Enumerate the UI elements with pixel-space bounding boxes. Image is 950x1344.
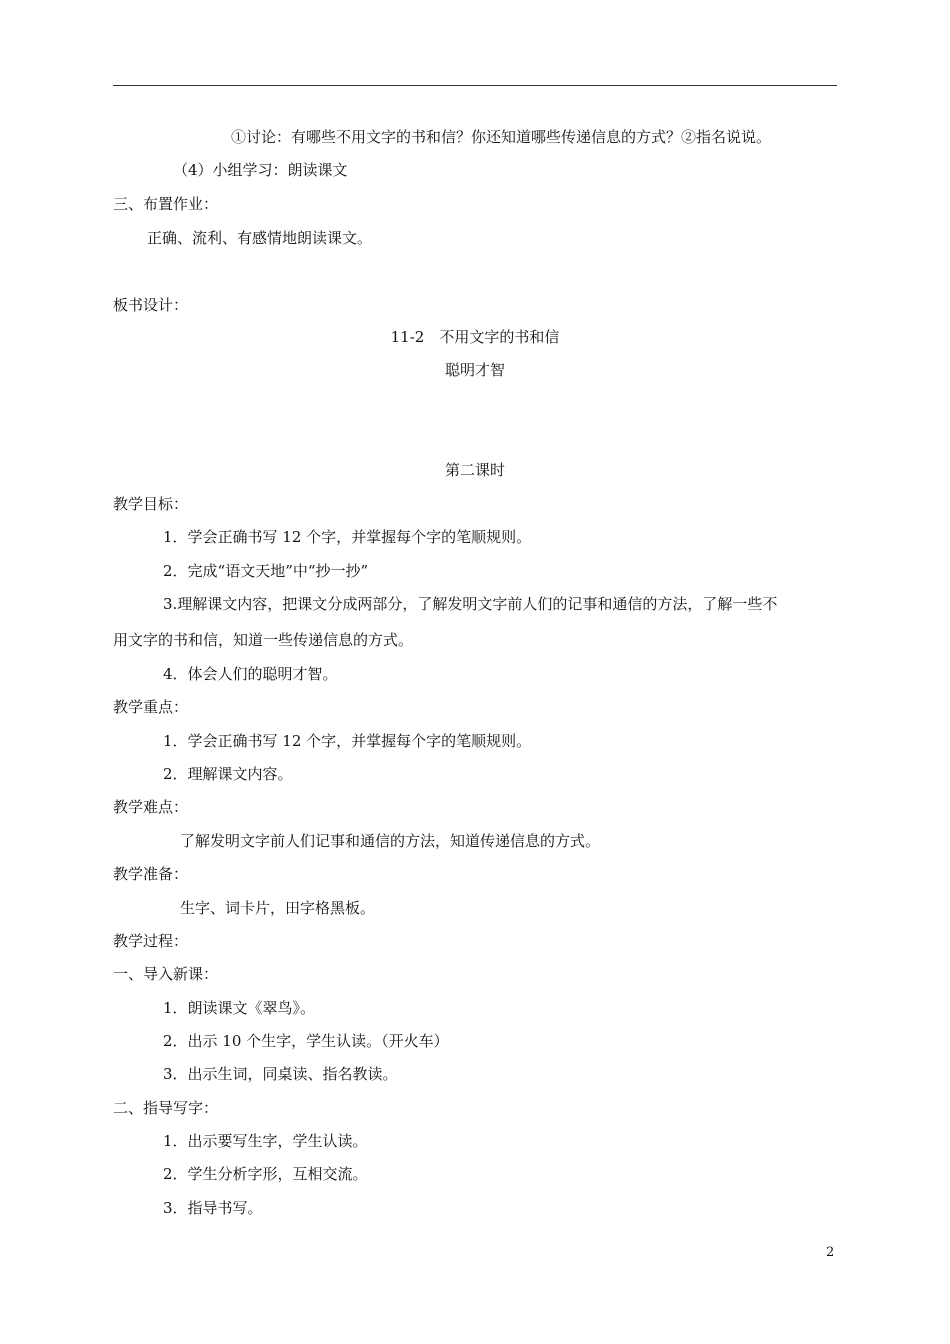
objective-item-2: 2．完成“语文天地”中“抄一抄”: [163, 562, 369, 580]
intro-item-1: 1．朗读课文《翠鸟》。: [163, 999, 316, 1017]
group-study-line: （4）小组学习：朗读课文: [173, 161, 348, 179]
writing-item-2: 2．学生分析字形，互相交流。: [163, 1165, 368, 1183]
objective-item-3-cont: 用文字的书和信，知道一些传递信息的方式。: [113, 631, 414, 649]
board-subtitle: 聪明才智: [444, 361, 505, 379]
page-number: 2: [826, 1245, 835, 1260]
objective-item-1: 1．学会正确书写 12 个字，并掌握每个字的笔顺规则。: [163, 528, 532, 546]
writing-item-1: 1．出示要写生字，学生认读。: [163, 1132, 368, 1150]
section-writing-heading: 二、指导写字：: [113, 1099, 219, 1117]
objective-item-4: 4．体会人们的聪明才智。: [163, 665, 338, 683]
key-points-heading: 教学重点：: [113, 698, 189, 716]
board-title: 11-2 不用文字的书和信: [390, 328, 560, 346]
objectives-heading: 教学目标：: [113, 495, 189, 513]
lesson-two-title: 第二课时: [444, 461, 505, 479]
key-point-item-1: 1．学会正确书写 12 个字，并掌握每个字的笔顺规则。: [163, 732, 532, 750]
board-design-heading: 板书设计：: [113, 296, 189, 314]
difficulties-heading: 教学难点：: [113, 798, 189, 816]
section-intro-heading: 一、导入新课：: [113, 965, 219, 983]
header-rule: [113, 85, 837, 86]
section-homework-heading: 三、布置作业：: [113, 195, 219, 213]
process-heading: 教学过程：: [113, 932, 189, 950]
objective-item-3: 3.理解课文内容，把课文分成两部分，了解发明文字前人们的记事和通信的方法，了解一些不: [163, 595, 778, 613]
discussion-line: ①讨论：有哪些不用文字的书和信？你还知道哪些传递信息的方式？②指名说说。: [231, 128, 772, 146]
key-point-item-2: 2．理解课文内容。: [163, 765, 293, 783]
intro-item-3: 3．出示生词，同桌读、指名教读。: [163, 1065, 398, 1083]
preparation-text: 生字、词卡片，田字格黑板。: [180, 899, 376, 917]
difficulties-text: 了解发明文字前人们记事和通信的方法，知道传递信息的方式。: [180, 832, 601, 850]
preparation-heading: 教学准备：: [113, 865, 189, 883]
writing-item-3: 3．指导书写。: [163, 1199, 263, 1217]
intro-item-2: 2．出示 10 个生字，学生认读。（开火车）: [163, 1032, 449, 1050]
homework-text: 正确、流利、有感情地朗读课文。: [147, 229, 373, 247]
